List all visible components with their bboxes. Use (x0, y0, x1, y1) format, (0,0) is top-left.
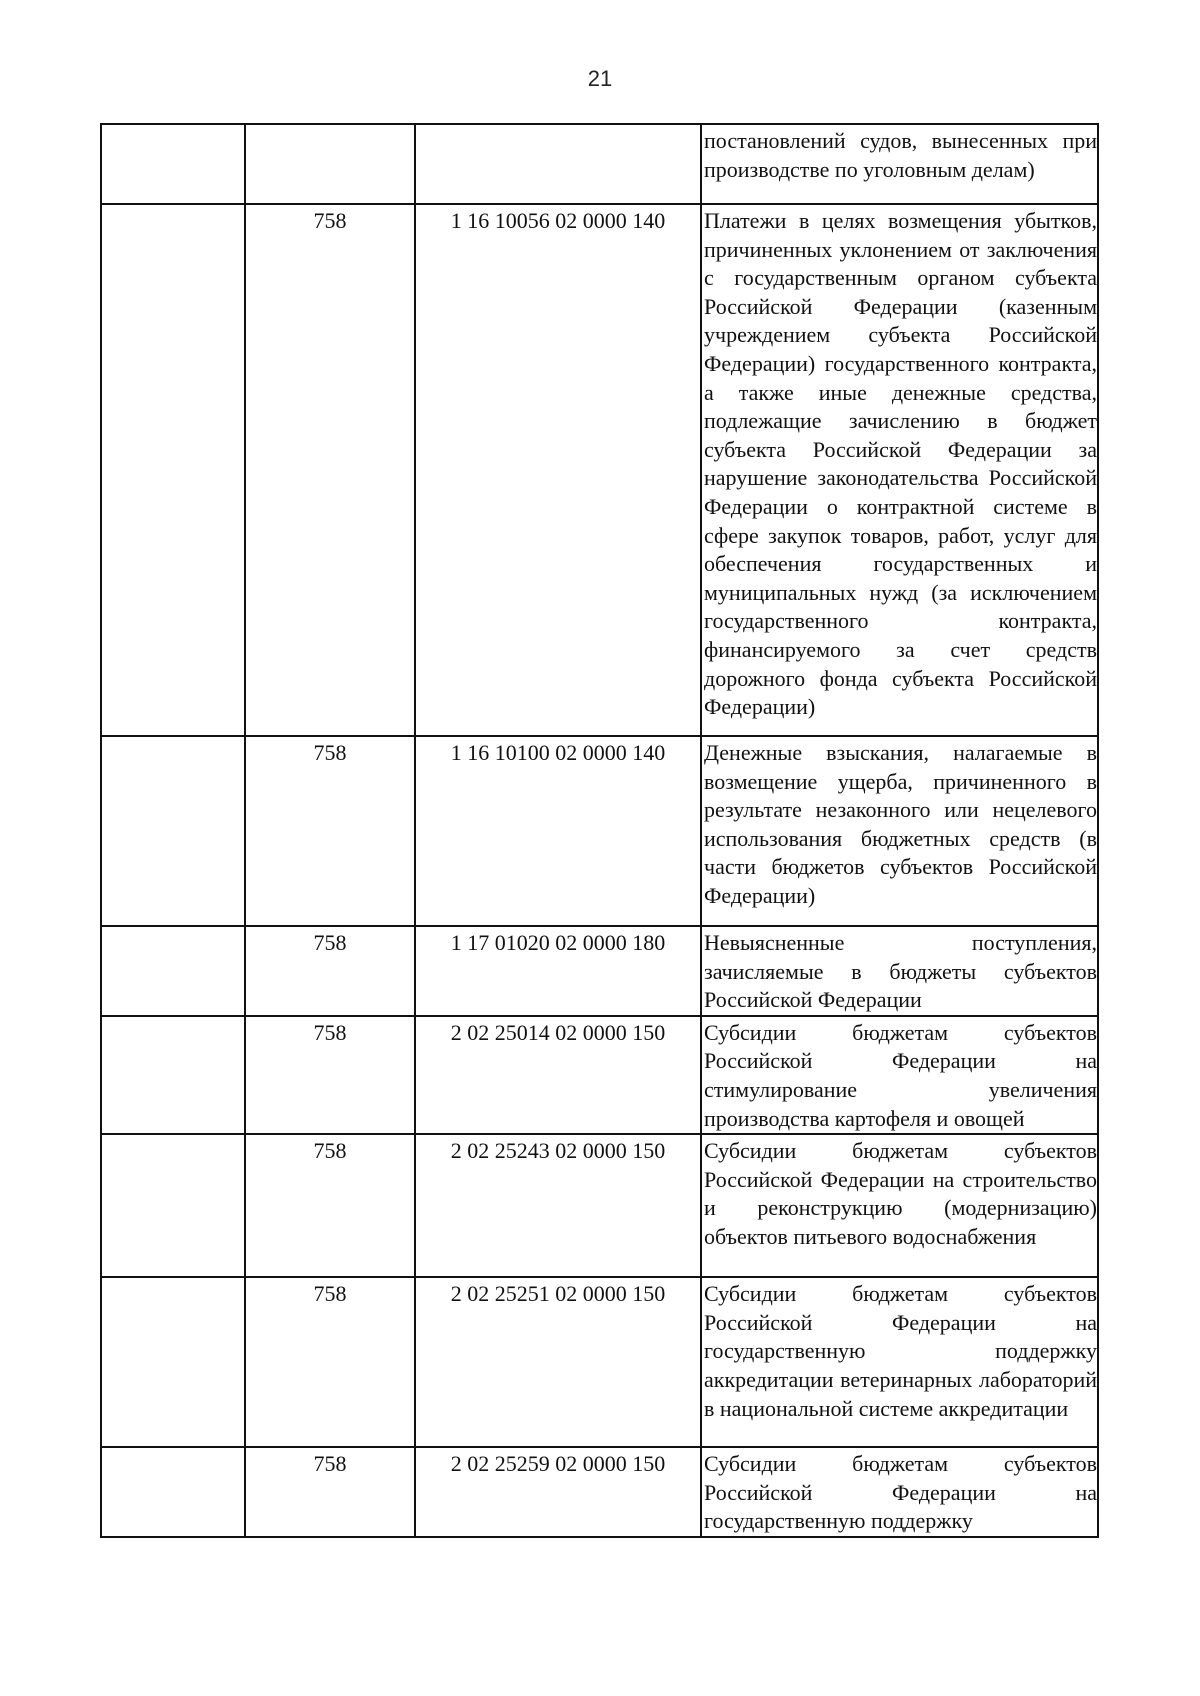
budget-code-cell: 2 02 25014 02 0000 150 (415, 1016, 701, 1134)
table-row (101, 1016, 1098, 1134)
description-cell: Субсидии бюджетам субъектов Российской Федерации на государственную поддержку аккредитации ветеринарных лабораторий в национальной системе аккредитации (701, 1277, 1098, 1447)
empty-cell (101, 204, 245, 736)
table-row (101, 1447, 1098, 1537)
budget-code-cell: 2 02 25251 02 0000 150 (415, 1277, 701, 1447)
description-cell: Субсидии бюджетам субъектов Российской Федерации на государственную поддержку (701, 1447, 1098, 1537)
description-cell: Невыясненные поступления, зачисляемые в бюджеты субъектов Российской Федерации (701, 926, 1098, 1016)
admin-code-cell: 758 (245, 926, 415, 1016)
table-row (101, 1277, 1098, 1447)
budget-code-cell: 1 16 10100 02 0000 140 (415, 736, 701, 926)
table-row (101, 736, 1098, 926)
description-cell: Платежи в целях возмещения убытков, причиненных уклонением от заключения с государственным органом субъекта Российской Федерации (казенным учреждением субъекта Российской Федерации) государственного контракта, а также иные денежные средства, подлежащие зачислению в бюджет субъекта Российской Федерации за нарушение законодательства Российской Федерации о контрактной системе в сфере закупок товаров, работ, услуг для обеспечения государственных и муниципальных нужд (за исключением государственного контракта, финансируемого за счет средств дорожного фонда субъекта Российской Федерации) (701, 204, 1098, 736)
description-cell: Субсидии бюджетам субъектов Российской Федерации на строительство и реконструкцию (модернизацию) объектов питьевого водоснабжения (701, 1134, 1098, 1277)
budget-code-cell: 2 02 25243 02 0000 150 (415, 1134, 701, 1277)
admin-code-cell: 758 (245, 1447, 415, 1537)
budget-code-cell: 1 16 10056 02 0000 140 (415, 204, 701, 736)
empty-cell (101, 1447, 245, 1537)
admin-code-cell: 758 (245, 1277, 415, 1447)
empty-cell (101, 1016, 245, 1134)
empty-cell (101, 1134, 245, 1277)
empty-cell (101, 124, 245, 204)
description-cell: постановлений судов, вынесенных при производстве по уголовным делам) (701, 124, 1098, 204)
admin-code-cell (245, 124, 415, 204)
empty-cell (101, 926, 245, 1016)
empty-cell (101, 736, 245, 926)
page-number: 21 (587, 66, 613, 91)
budget-code-cell: 1 17 01020 02 0000 180 (415, 926, 701, 1016)
admin-code-cell: 758 (245, 736, 415, 926)
description-cell: Субсидии бюджетам субъектов Российской Федерации на стимулирование увеличения производства картофеля и овощей (701, 1016, 1098, 1134)
table-row (101, 926, 1098, 1016)
admin-code-cell: 758 (245, 1134, 415, 1277)
table-row (101, 1134, 1098, 1277)
empty-cell (101, 1277, 245, 1447)
table-row (101, 204, 1098, 736)
admin-code-cell: 758 (245, 1016, 415, 1134)
description-cell: Денежные взыскания, налагаемые в возмещение ущерба, причиненного в результате незаконного или нецелевого использования бюджетных средств (в части бюджетов субъектов Российской Федерации) (701, 736, 1098, 926)
table-row (101, 124, 1098, 204)
budget-code-cell: 2 02 25259 02 0000 150 (415, 1447, 701, 1537)
budget-code-cell (415, 124, 701, 204)
budget-codes-table (100, 123, 1099, 1538)
admin-code-cell: 758 (245, 204, 415, 736)
